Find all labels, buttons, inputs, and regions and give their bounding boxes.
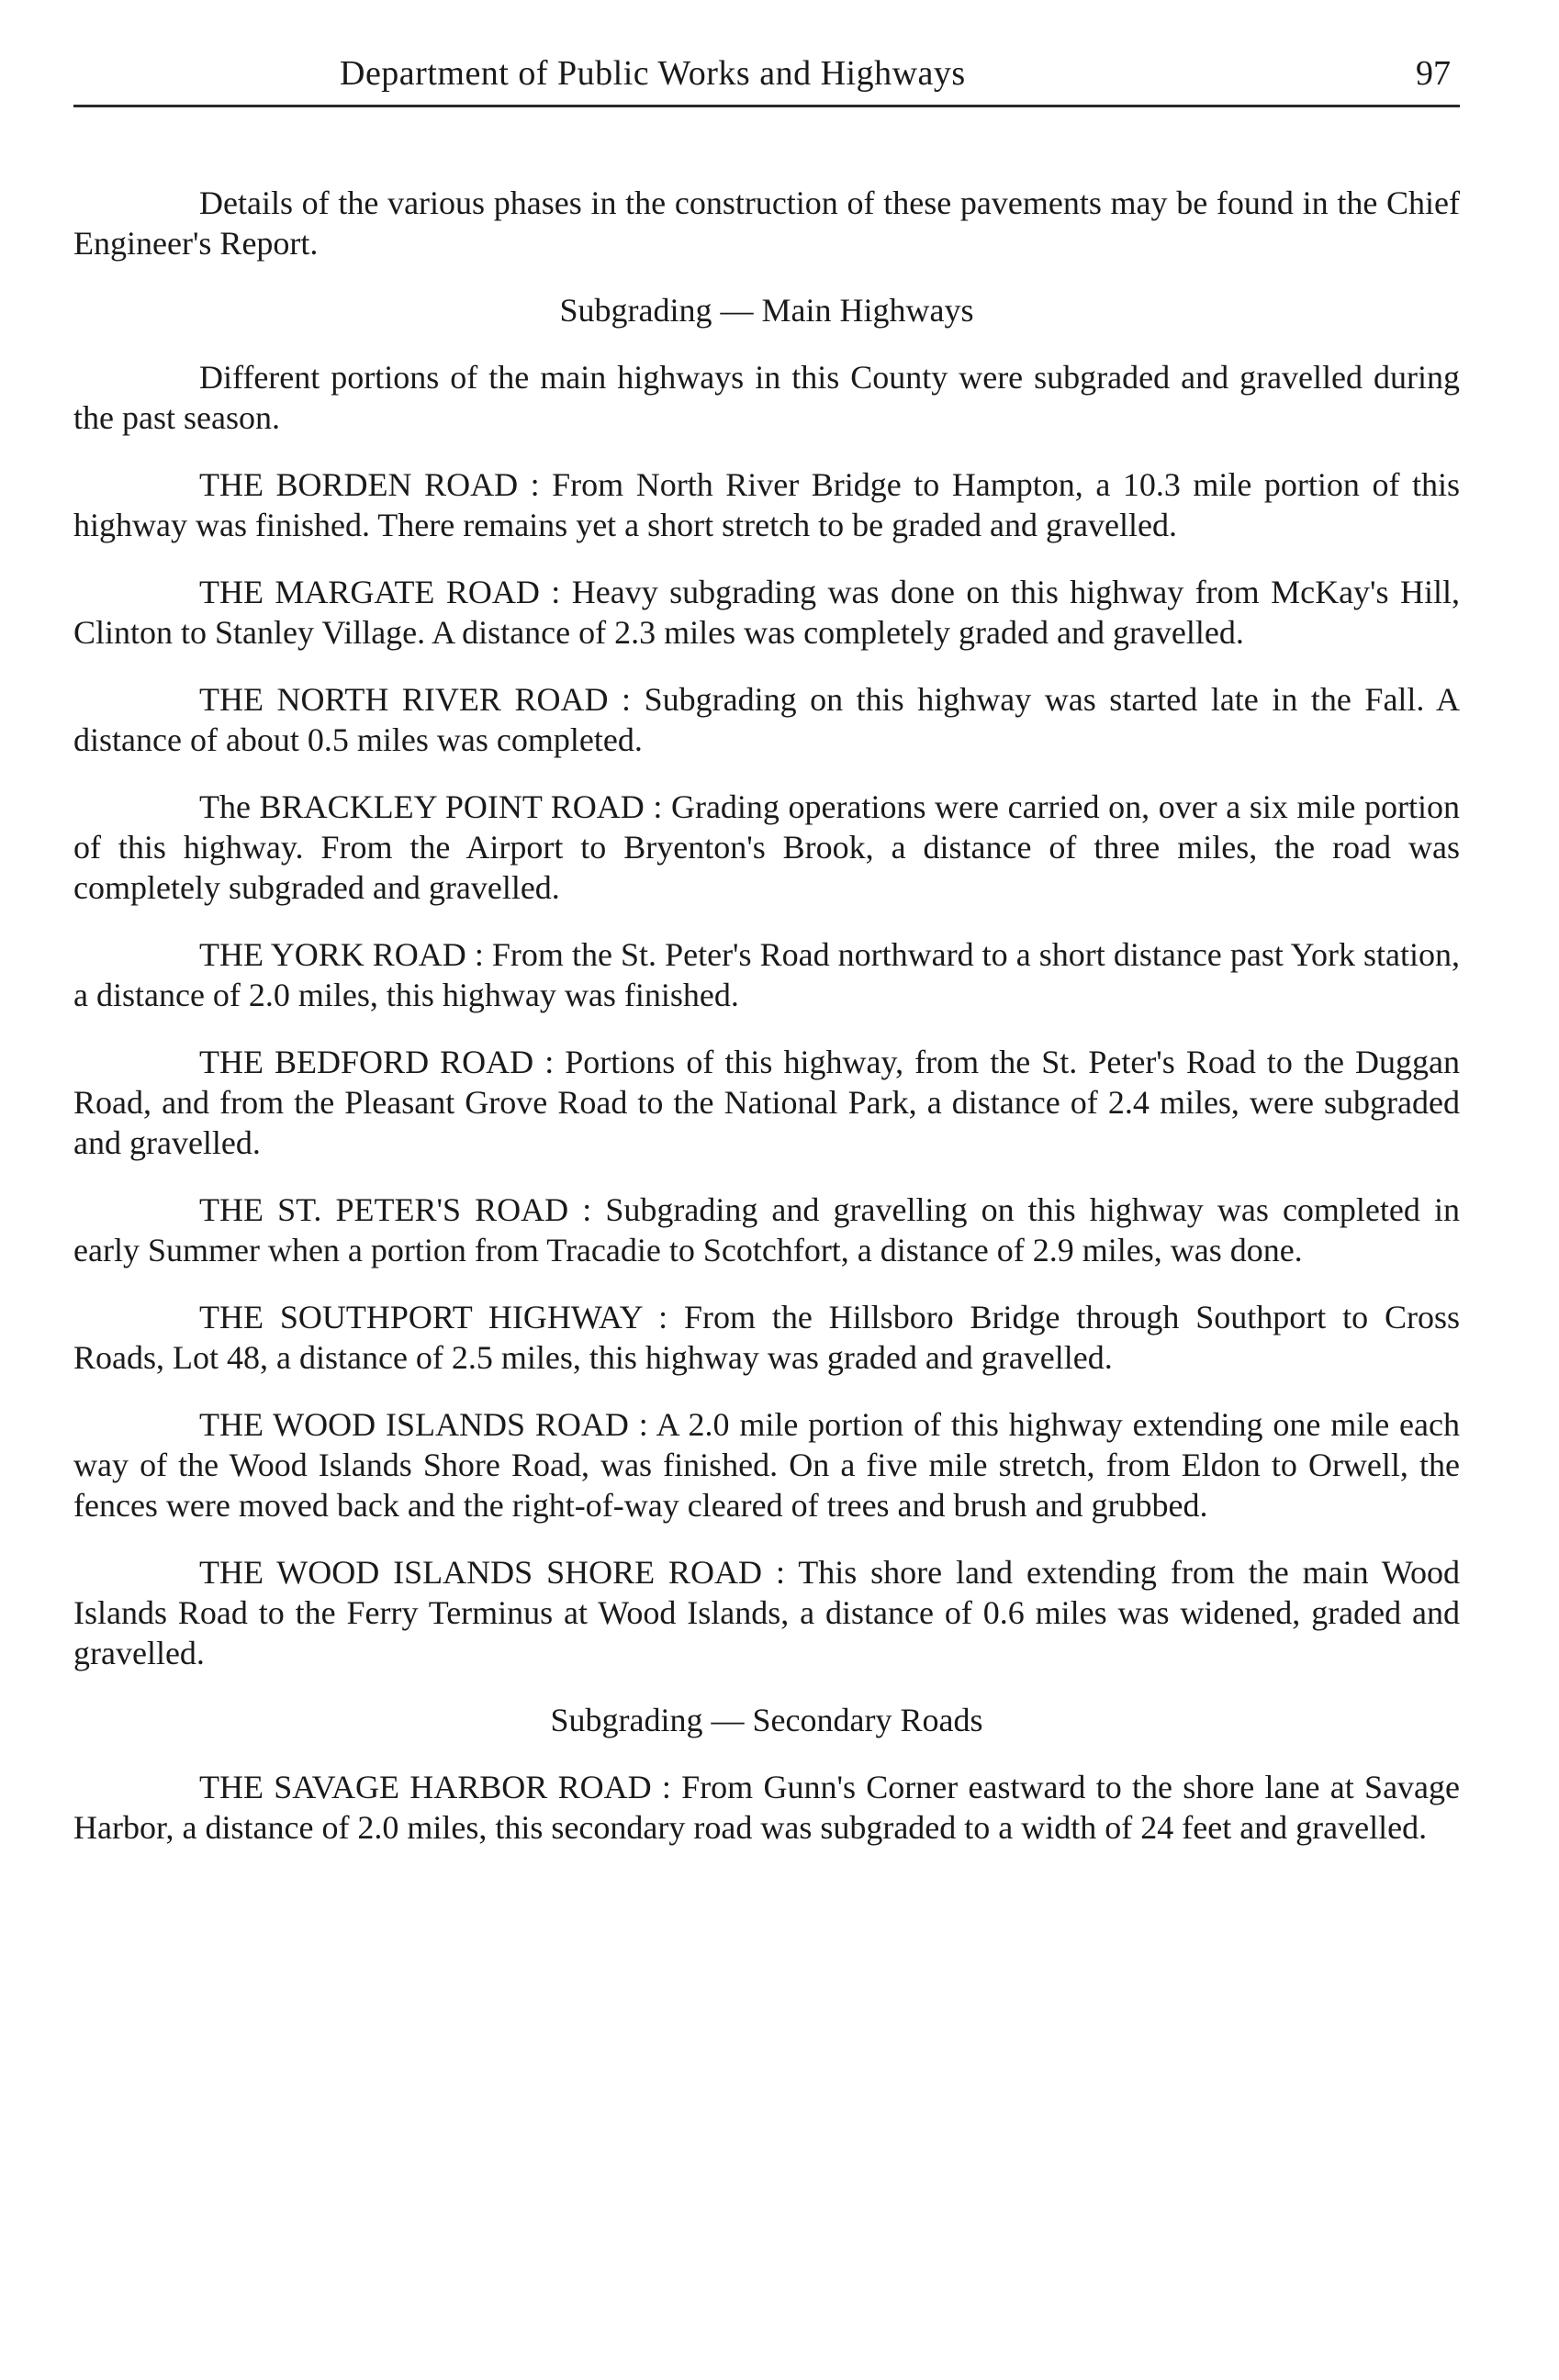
page-number: 97 [1416,54,1451,93]
document-page [73,37,1460,1874]
brackley-point-road-paragraph: The BRACKLEY POINT ROAD : Grading operations were carried on, over a six mile portion of this highway. From the Airport to Bryenton's Brook, a distance of three miles, the road was completely subgraded and gravelled. [73,788,1460,906]
section-heading-secondary-roads: Subgrading — Secondary Roads [550,1702,983,1738]
margate-road-paragraph: THE MARGATE ROAD : Heavy subgrading was done on this highway from McKay's Hill, Clinton to Stanley Village. A distance of 2.3 miles was completely graded and gravelled. [73,574,1460,651]
bedford-road-paragraph: THE BEDFORD ROAD : Portions of this highway, from the St. Peter's Road to the Duggan Road, and from the Pleasant Grove Road to the National Park, a distance of 2.4 miles, were subgraded and gravelled. [73,1044,1460,1161]
savage-harbor-road-paragraph: THE SAVAGE HARBOR ROAD : From Gunn's Corner eastward to the shore lane at Savage Harbor, a distance of 2.0 miles, this secondary road was subgraded to a width of 24 feet and gravelled. [73,1769,1460,1846]
main-highways-intro-paragraph: Different portions of the main highways in this County were subgraded and gravelled during the past season. [73,359,1460,436]
page-header [73,37,1460,107]
north-river-road-paragraph: THE NORTH RIVER ROAD : Subgrading on this highway was started late in the Fall. A distance of about 0.5 miles was completed. [73,681,1460,758]
intro-paragraph: Details of the various phases in the construction of these pavements may be found in the Chief Engineer's Report. [73,184,1460,262]
wood-islands-road-paragraph: THE WOOD ISLANDS ROAD : A 2.0 mile portion of this highway extending one mile each way of the Wood Islands Shore Road, was finished. On a five mile stretch, from Eldon to Orwell, the fences were moved back and the right-of-way cleared of trees and brush and grubbed. [73,1406,1460,1524]
running-title: Department of Public Works and Highways [340,54,966,93]
wood-islands-shore-road-paragraph: THE WOOD ISLANDS SHORE ROAD : This shore land extending from the main Wood Islands Road to the Ferry Terminus at Wood Islands, a distance of 0.6 miles was widened, graded and gravelled. [73,1554,1460,1671]
york-road-paragraph: THE YORK ROAD : From the St. Peter's Road northward to a short distance past York station, a distance of 2.0 miles, this highway was finished. [73,936,1460,1013]
borden-road-paragraph: THE BORDEN ROAD : From North River Bridge to Hampton, a 10.3 mile portion of this highway was finished. There remains yet a short stretch to be graded and gravelled. [73,466,1460,543]
st-peters-road-paragraph: THE ST. PETER'S ROAD : Subgrading and gravelling on this highway was completed in early Summer when a portion from Tracadie to Scotchfort, a distance of 2.9 miles, was done. [73,1191,1460,1268]
section-heading-main-highways: Subgrading — Main Highways [559,292,974,329]
document-body [73,183,1460,1848]
southport-highway-paragraph: THE SOUTHPORT HIGHWAY : From the Hillsboro Bridge through Southport to Cross Roads, Lot 48, a distance of 2.5 miles, this highway was graded and gravelled. [73,1299,1460,1376]
